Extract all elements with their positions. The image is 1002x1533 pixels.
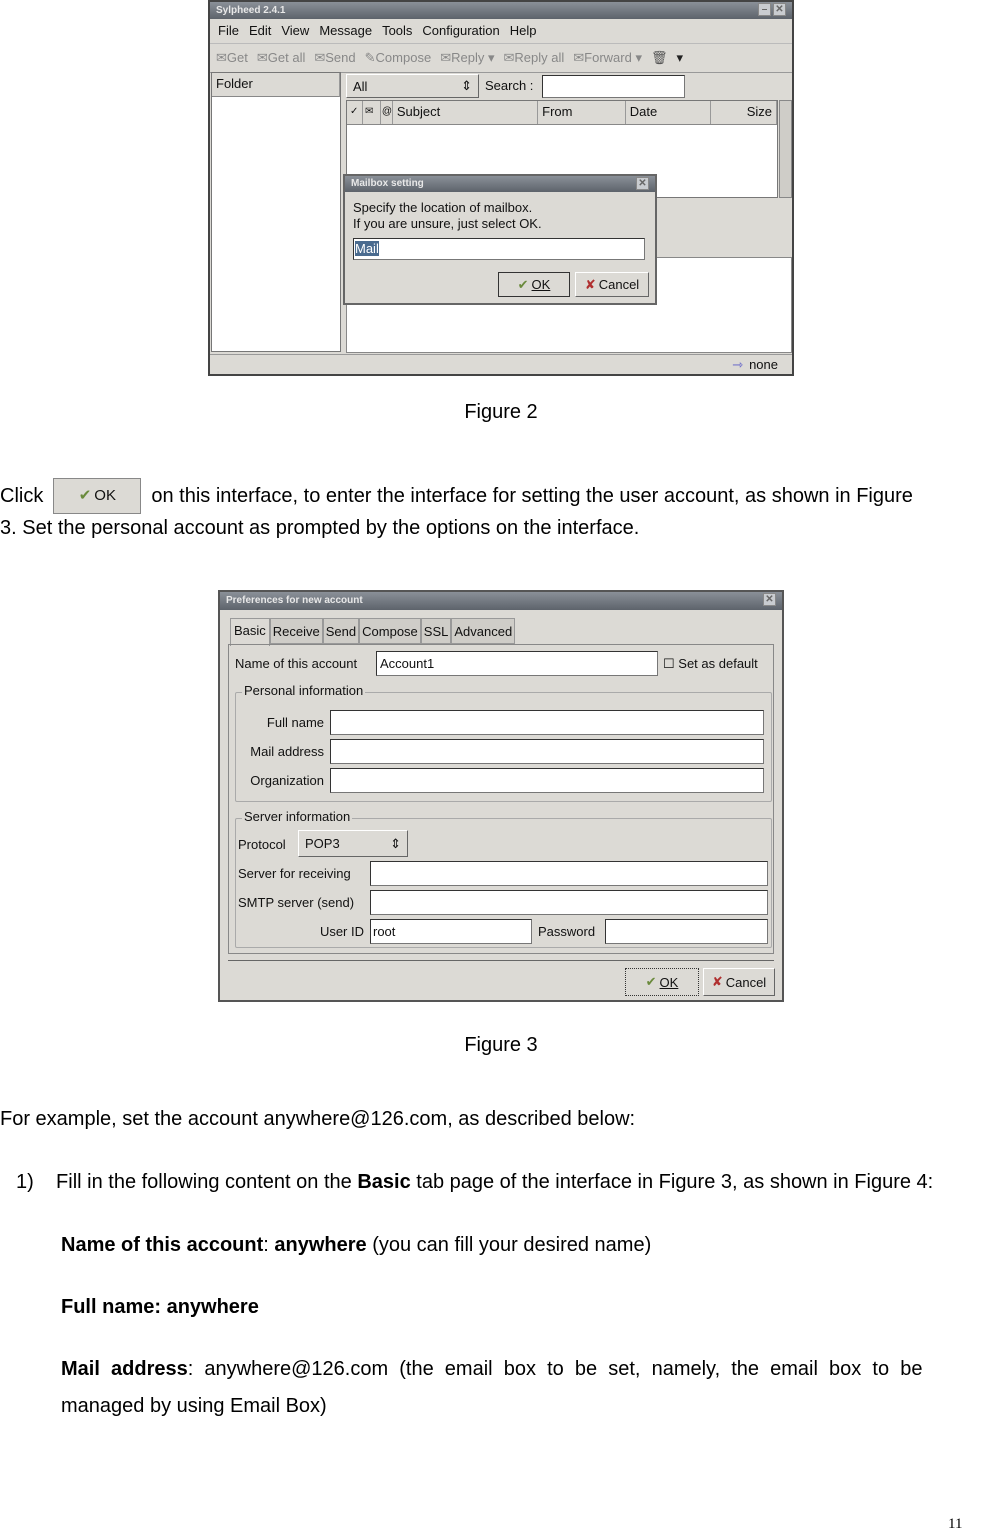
account-name-label: Name of this account [235,656,358,671]
name-of-account-line: Name of this account: anywhere (you can fill your desired name) [61,1234,652,1256]
get-all-button[interactable]: ✉Get all [256,50,306,65]
user-id-input[interactable]: root [370,919,532,944]
prefs-title: Preferences for new account [226,595,363,606]
ok-button-image: ✔ OK [53,478,141,514]
figure2-caption: Figure 2 [464,401,538,423]
menu-message[interactable]: Message [319,23,373,38]
dialog-message-2: If you are unsure, just select OK. [353,216,542,231]
prefs-close-icon[interactable]: ✕ [763,593,776,606]
trash-icon[interactable]: 🗑 [650,50,668,65]
col-from[interactable]: From [538,101,626,124]
list-scrollbar[interactable] [779,100,792,198]
user-id-label: User ID [319,924,364,939]
protocol-select[interactable]: POP3 ⇕ [298,830,408,857]
col-date[interactable]: Date [626,101,712,124]
status-text: none [749,357,778,372]
col-subject[interactable]: Subject [393,101,538,124]
receive-server-label: Server for receiving [238,866,351,881]
folder-pane [211,72,341,352]
menu-help[interactable]: Help [509,23,537,38]
ok-icon: ✔ [645,974,657,989]
smtp-server-label: SMTP server (send) [238,895,355,910]
page-number: 11 [948,1516,963,1532]
compose-button[interactable]: ✎Compose [364,50,432,65]
dialog-ok-button[interactable]: ✔ OK [498,272,570,297]
dialog-close-icon[interactable]: ✕ [636,177,649,190]
offline-icon: ⇾ [732,356,744,372]
list-header [347,101,777,125]
receive-server-input[interactable] [370,861,768,886]
cancel-icon: ✘ [711,974,723,989]
window-title: Sylpheed 2.4.1 [216,5,286,16]
tab-ssl[interactable]: SSL [421,618,452,644]
search-input[interactable] [542,75,685,98]
menu-edit[interactable]: Edit [248,23,272,38]
mailbox-setting-dialog [343,174,657,305]
menu-view[interactable]: View [281,23,310,38]
account-name-input[interactable]: Account1 [376,651,658,676]
tab-advanced[interactable]: Advanced [451,618,515,644]
close-icon[interactable]: ✕ [773,3,786,16]
example-paragraph: For example, set the account anywhere@126.com, as described below: [0,1108,636,1130]
tab-compose[interactable]: Compose [359,618,421,644]
tab-basic[interactable]: Basic [230,618,270,646]
tab-receive[interactable]: Receive [270,618,323,644]
menu-file[interactable]: File [218,23,239,38]
spinner-icon: ⇕ [461,78,472,93]
search-label: Search : [485,78,534,93]
col-unread[interactable]: ✉ [363,101,381,124]
password-label: Password [538,924,596,939]
figure3-caption: Figure 3 [464,1034,538,1056]
button-separator [228,960,774,961]
menu-configuration[interactable]: Configuration [422,23,500,38]
send-button[interactable]: ✉Send [314,50,356,65]
status-bar [210,354,792,374]
mail-address-line2: managed by using Email Box) [61,1395,327,1417]
organization-input[interactable] [330,768,764,793]
full-name-input[interactable] [330,710,764,735]
get-button[interactable]: ✉Get [216,50,248,65]
filter-combo[interactable]: All ⇕ [346,74,479,98]
col-attach[interactable]: @ [381,101,393,124]
toolbar [210,43,792,73]
full-name-line: Full name: anywhere [61,1296,259,1318]
full-name-label: Full name [266,715,324,730]
dialog-cancel-button[interactable]: ✘ Cancel [575,272,649,297]
server-legend: Server information [244,809,351,824]
toolbar-overflow-icon[interactable]: ▾ [676,50,684,65]
folder-header[interactable]: Folder [212,73,340,97]
protocol-label: Protocol [238,837,286,852]
menu-tools[interactable]: Tools [382,23,413,38]
col-mark[interactable]: ✓ [347,101,363,124]
ok-icon: ✔ [517,276,529,292]
prefs-ok-button[interactable]: ✔ OK [625,968,699,996]
prefs-cancel-button[interactable]: ✘ Cancel [703,968,775,996]
password-input[interactable] [605,919,768,944]
cancel-icon: ✘ [584,276,596,292]
paragraph1-line1: Click ✔ OK on this interface, to enter the interface for setting the user account, as shown in Figure [0,478,913,514]
set-default-checkbox[interactable]: ☐ Set as default [663,656,758,671]
mail-address-line: Mail address: anywhere@126.com (the email box to be set, namely, the email box to be [61,1358,923,1380]
forward-button[interactable]: ✉Forward ▾ [573,50,642,65]
organization-label: Organization [250,773,324,788]
tab-strip [230,618,515,644]
menu-bar [210,19,792,43]
dialog-message-1: Specify the location of mailbox. [353,200,533,215]
mail-address-input[interactable] [330,739,764,764]
smtp-server-input[interactable] [370,890,768,915]
figure2-sylpheed-window [208,0,794,376]
tab-send[interactable]: Send [323,618,359,644]
step1: 1) Fill in the following content on the Basic tab page of the interface in Figure 3, as shown in Figure 4: [16,1171,934,1193]
spinner-icon: ⇕ [390,835,401,851]
mailbox-location-input[interactable]: Mail [353,238,645,260]
minimize-icon[interactable]: – [758,3,771,16]
reply-button[interactable]: ✉Reply ▾ [440,50,495,65]
dialog-title: Mailbox setting [351,178,424,189]
window-title-bar [210,2,792,19]
mail-address-label: Mail address [250,744,324,759]
reply-all-button[interactable]: ✉Reply all [503,50,565,65]
figure3-preferences-window [218,590,784,1002]
col-size[interactable]: Size [711,101,777,124]
personal-legend: Personal information [244,683,364,698]
paragraph1-line2: 3. Set the personal account as prompted by the options on the interface. [0,517,640,539]
